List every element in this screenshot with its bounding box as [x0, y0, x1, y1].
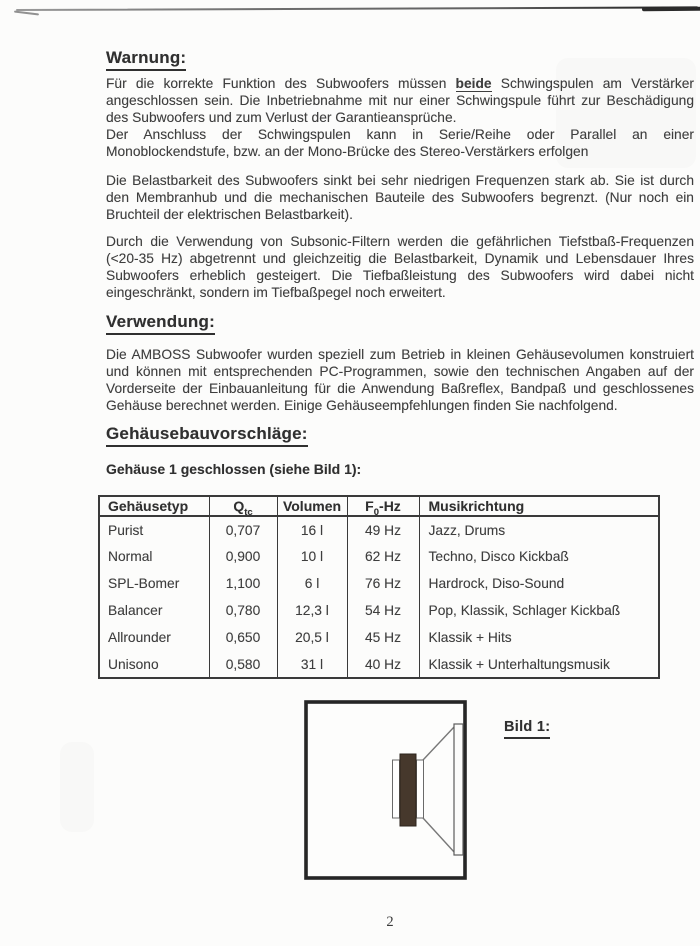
- heading-text: Verwendung:: [106, 312, 215, 335]
- warnung-paragraph-block-1: [106, 75, 694, 160]
- table-cell: 76 Hz: [347, 570, 419, 597]
- figure-label: [504, 719, 550, 739]
- driver-magnet: [400, 754, 416, 826]
- table-cell: 0,900: [209, 543, 277, 570]
- table-cell: 1,100: [209, 570, 277, 597]
- table-cell: Purist: [108, 522, 144, 538]
- table-cell: 6 l: [277, 570, 347, 597]
- table-cell: SPL-Bomer: [108, 576, 180, 591]
- table-row: [99, 516, 659, 543]
- paragraph-text: Die AMBOSS Subwoofer wurden speziell zum Betrieb in kleinen Gehäusevolumen konstruiert und können mit entsprechenden PC-Programmen, sowie den technischen Angaben auf der Vorderseite der Einbauanleitung für die Anwendung Baßreflex, Bandpaß und geschlossenes Gehäuse berechnet werden. Einige Gehäuseempfehlungen finden Sie nachfolgend.: [106, 347, 694, 414]
- paragraph-span: Schwingspulen am Verstärker angeschlossen sein. Die Inbetriebnahme mit nur einer Schwingspule führt zur Beschädigung des Subwoofers und zum Verlust der Garantieansprüche.: [106, 76, 694, 126]
- enclosure-recommendation-table: [98, 495, 660, 679]
- paragraph-span: Für die korrekte Funktion des Subwoofers müssen: [106, 76, 456, 91]
- column-header-musikrichtung: Musikrichtung: [419, 496, 659, 516]
- table-cell: Techno, Disco Kickbaß: [419, 543, 659, 570]
- baffle-panel: [454, 724, 463, 855]
- paragraph-text: Der Anschluss der Schwingspulen kann in Serie/Reihe oder Parallel an einer Monoblockendstufe, bzw. an der Mono-Brücke des Stereo-Verstärkers erfolgen: [106, 127, 694, 160]
- warnung-paragraph-block-3: [106, 233, 694, 301]
- paragraph-text: Die Belastbarkeit des Subwoofers sinkt bei sehr niedrigen Frequenzen stark ab. Sie ist durch den Membranhub und die mechanischen Bauteile des Subwoofers begrenzt. (Nur noch ein Bruchteil der elektrischen Belastbarkeit).: [106, 173, 694, 223]
- table-cell: Klassik + Unterhaltungsmusik: [419, 651, 659, 678]
- table-cell: Unisono: [108, 656, 159, 672]
- heading-text: Warnung:: [106, 48, 186, 71]
- table-cell: Klassik + Hits: [419, 624, 659, 651]
- heading-text: Gehäusebauvorschläge:: [106, 424, 308, 447]
- table-cell: 0,707: [209, 516, 277, 543]
- column-header-qtc: $Q_{tc}$: [209, 496, 277, 516]
- table-cell: 0,650: [209, 624, 277, 651]
- table-header-row: [99, 496, 659, 516]
- table-cell: 0,780: [209, 597, 277, 624]
- scan-artifact-line: [16, 6, 698, 11]
- table-cell: 62 Hz: [347, 543, 419, 570]
- table-cell: 20,5 l: [277, 624, 347, 651]
- table-caption: Gehäuse 1 geschlossen (siehe Bild 1):: [106, 461, 362, 477]
- verwendung-paragraph-block: [106, 346, 694, 414]
- table-cell: 10 l: [277, 543, 347, 570]
- table-row: [99, 597, 659, 624]
- table-cell: 12,3 l: [277, 597, 347, 624]
- scan-artifact-line-end: [642, 6, 700, 10]
- enclosure-box-outline: [306, 702, 465, 878]
- table-cell: Allrounder: [108, 630, 171, 645]
- table-row: [99, 570, 659, 597]
- table-cell: Hardrock, Diso-Sound: [419, 570, 659, 597]
- table-cell: 49 Hz: [347, 516, 419, 543]
- table-cell: Balancer: [108, 603, 163, 618]
- driver-frame-left: [393, 760, 400, 818]
- scan-smudge: [60, 742, 94, 832]
- driver-frame-right: [417, 760, 424, 818]
- table-row: [99, 651, 659, 678]
- table-cell: Jazz, Drums: [419, 516, 659, 543]
- paragraph-text: [106, 75, 694, 126]
- page-number: 2: [386, 914, 394, 930]
- section-heading-warnung: [106, 48, 186, 71]
- table-cell: 0,580: [209, 651, 277, 678]
- emphasized-word: beide: [455, 76, 492, 91]
- table-cell: 45 Hz: [347, 624, 419, 651]
- table-cell: Pop, Klassik, Schlager Kickbaß: [419, 597, 659, 624]
- table-cell: 16 l: [277, 516, 347, 543]
- table-row: [99, 543, 659, 570]
- section-heading-gehaeusebauvorschlaege: [106, 424, 308, 447]
- section-heading-verwendung: [106, 312, 215, 335]
- table-cell: Normal: [108, 549, 153, 564]
- table-row: [99, 624, 659, 651]
- table-cell: 40 Hz: [347, 651, 419, 678]
- table-cell: 54 Hz: [347, 597, 419, 624]
- column-header-volumen: Volumen: [277, 496, 347, 516]
- column-header-gehaeusetyp: Gehäusetyp: [99, 496, 209, 516]
- paragraph-text: Durch die Verwendung von Subsonic-Filtern werden die gefährlichen Tiefstbaß-Frequenzen (<20-35 Hz) abgetrennt und gleichzeitig die Belastbarkeit, Dynamik und Lebensdauer Ihres Subwoofers erheblich gesteigert. Die Tiefbaßleistung des Subwoofers wird dabei nicht eingeschränkt, sondern im Tiefbaßpegel noch erweitert.: [106, 234, 694, 301]
- figure-label-text: Bild 1:: [504, 719, 550, 739]
- column-header-f0hz: $F_0-Hz$: [347, 496, 419, 516]
- warnung-paragraph-block-2: [106, 172, 694, 223]
- table-cell: 31 l: [277, 651, 347, 678]
